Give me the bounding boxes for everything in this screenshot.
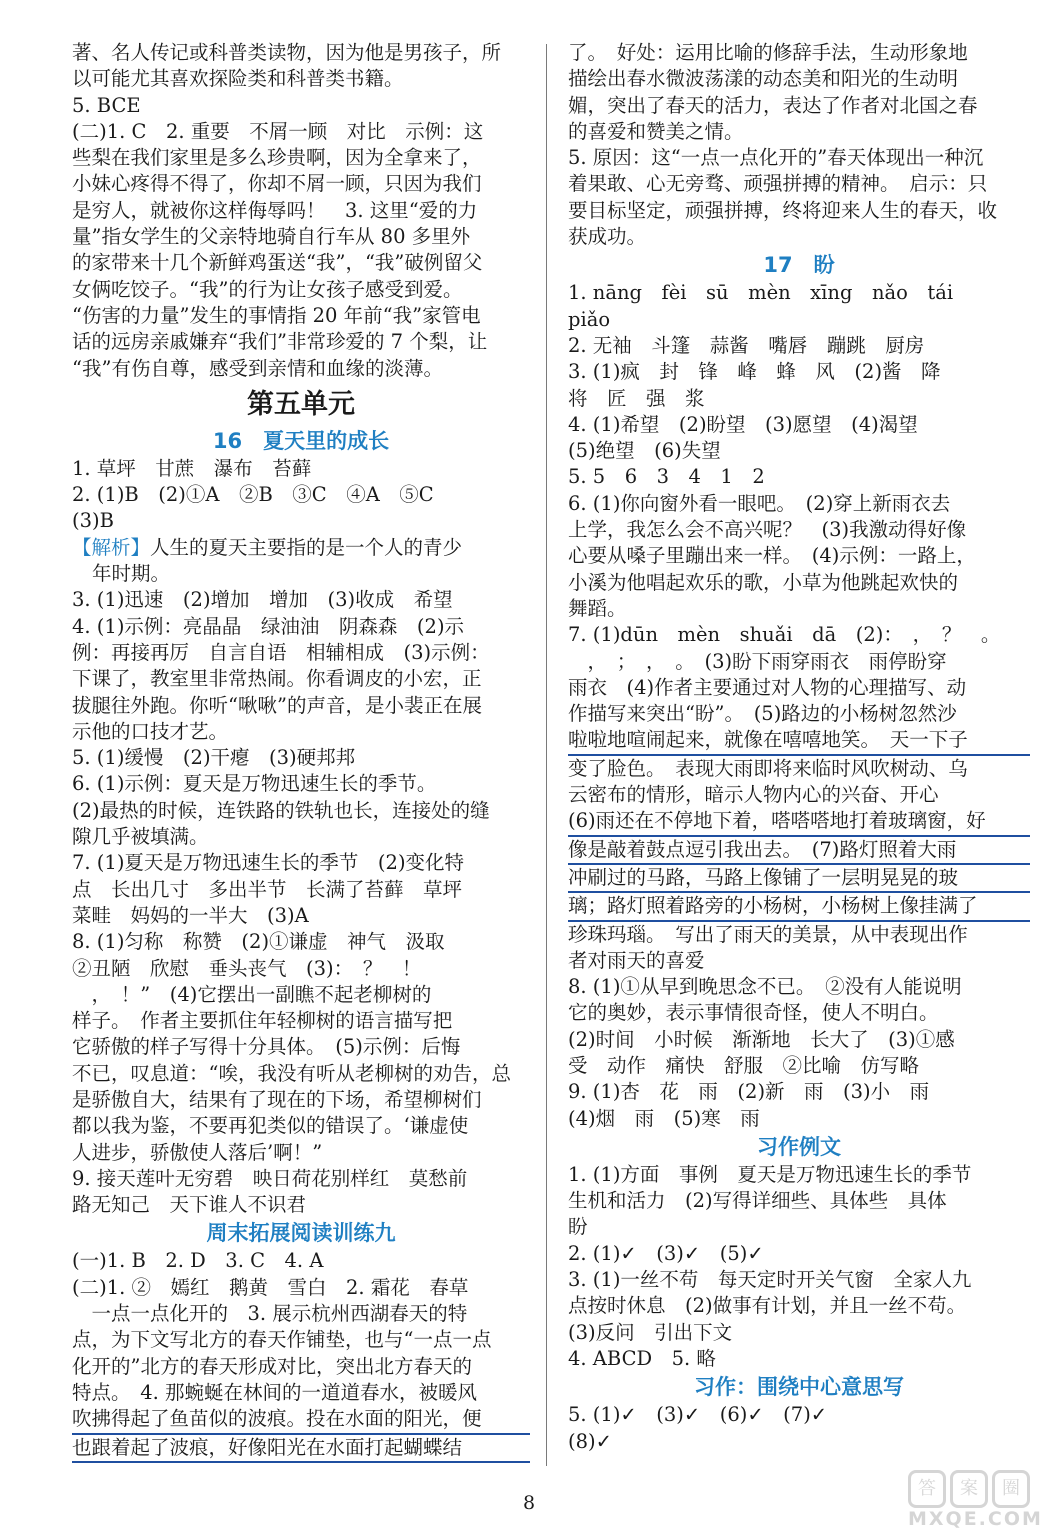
text-line: 了。 好处：运用比喻的修辞手法，生动形象地 [568,41,968,64]
text-line: 小妹心疼得不得了，你却不屑一顾，只因为我们 [72,172,482,196]
watermark-url: MXQE.COM [908,1508,1043,1530]
text-line: 着果敢、心无旁骛、顽强拼搏的精神。 启示：只 [568,172,988,196]
watermark-logo [900,1470,1050,1532]
text-line: 1. nāng fèi sū mèn xīng nǎo tái [568,281,954,305]
underlined-line: 璃；路灯照着路旁的小杨树，小杨树上像挂满了 [568,893,1030,921]
text-line: 菜畦 妈妈的一半大 (3)A [72,903,309,927]
text-line: 2. (1)✓ (3)✓ (5)✓ [568,1241,764,1265]
text-line: 2. 无袖 斗篷 蒜酱 嘴唇 蹦跳 厨房 [568,333,925,357]
text-line: 上学，我怎么会不高兴呢？ (3)我激动得好像 [568,518,967,542]
text-line: “我”有伤自尊，感受到亲情和血缘的淡薄。 [72,356,443,380]
text-line: 1. (1)方面 事例 夏天是万物迅速生长的季节 [568,1162,972,1186]
text-line: 下课了，教室里非常热闹。你看调皮的小宏，正 [72,667,482,691]
text-line: 人进步，骄傲使人落后’啊！” [72,1140,323,1164]
underlined-line: 也跟着起了波痕，好像阳光在水面打起蝴蝶结 [72,1435,530,1463]
text-line: 心要从嗓子里蹦出来一样。 (4)示例：一路上， [568,544,976,568]
text-line: (2)时间 小时候 渐渐地 长大了 (3)①感 [568,1027,955,1051]
text-line: 示他的口技才艺。 [72,719,229,743]
text-line: 些梨在我们家里是多么珍贵啊，因为全拿来了， [72,146,482,170]
text-line: 7. (1)夏天是万物迅速生长的季节 (2)变化特 [72,851,465,875]
text-line: 例：再接再厉 自言自语 相辅相成 (3)示例： [72,640,490,664]
text-line: ， ！” (4)它摆出一副瞧不起老柳树的 [72,982,432,1006]
text-line: 5. 原因：这“一点一点化开的”春天体现出一种沉 [568,146,984,170]
text-line: 3. (1)一丝不苟 每天定时开关气窗 全家人九 [568,1268,972,1292]
text-line: 以可能尤其喜欢探险类和科普类书籍。 [72,67,404,91]
text-line: 化开的”北方的春天形成对比，突出北方春天的 [72,1354,472,1378]
watermark-char: 圈 [992,1470,1030,1508]
text-line: 的喜爱和赞美之情。 [568,119,744,143]
example-essay-title: 习作例文 [757,1134,841,1159]
text-line: 5. BCE [72,93,141,117]
text-line: 女俩吃饺子。“我”的行为让女孩子感受到爱。 [72,277,463,301]
text-line: (二)1. C 2. 重要 不屑一顾 对比 示例：这 [72,119,484,143]
text-line: 盼 [568,1215,588,1239]
analysis-line: 年时期。 [92,562,171,586]
text-line: 5. (1)缓慢 (2)干瘪 (3)硬邦邦 [72,746,356,770]
weekend-reading-title: 周末拓展阅读训练九 [206,1221,396,1246]
text-line: 3. (1)疯 封 锋 峰 蜂 风 (2)酱 降 [568,360,941,384]
text-line: 9. (1)杏 花 雨 (2)新 雨 (3)小 雨 [568,1080,930,1104]
right-column [568,40,1030,1455]
text-line: 著、名人传记或科普类读物，因为他是男孩子，所 [72,41,502,64]
underlined-line: 吹拂得起了鱼苗似的波痕。投在水面的阳光，便 [72,1406,530,1434]
unit-title: 第五单元 [247,388,355,420]
text-line: 6. (1)示例：夏天是万物迅速生长的季节。 [72,772,437,796]
column-divider [546,44,547,1466]
text-line: 5. (1)✓ (3)✓ (6)✓ (7)✓ [568,1403,828,1427]
text-line: 不已，叹息道：“唉，我没有听从老柳树的劝告，总 [72,1061,511,1085]
text-line: 特点。 4. 那蜿蜒在林间的一道道春水，被暖风 [72,1380,478,1404]
text-line: 话的远房亲戚嫌弃“我们”非常珍爱的 7 个梨，让 [72,330,488,354]
text-line: (4)烟 雨 (5)寒 雨 [568,1106,760,1130]
underlined-line: 啦啦地喧闹起来，就像在嘻嘻地笑。 天一下子 [568,727,1030,755]
text-line: 变了脸色。 表现大雨即将来临时风吹树动、乌 [568,756,968,780]
text-line: 3. (1)迅速 (2)增加 增加 (3)收成 希望 [72,588,453,612]
writing-title: 习作：围绕中心意思写 [694,1375,904,1400]
text-line: 5. 5 6 3 4 1 2 [568,465,765,489]
text-line: 珍珠玛瑙。 写出了雨天的美景，从中表现出作 [568,922,968,946]
text-line: 都以我为鉴，不要再犯类似的错误了。‘谦虚使 [72,1114,469,1138]
text-line: (8)✓ [568,1429,612,1453]
text-line: 作描写来突出“盼”。 (5)路边的小杨树忽然沙 [568,702,957,726]
text-line: 4. (1)希望 (2)盼望 (3)愿望 (4)渴望 [568,412,918,436]
text-line: 描绘出春水微波荡漾的动态美和阳光的生动明 [568,67,959,91]
text-line: 8. (1)匀称 称赞 (2)①谦虚 神气 汲取 [72,930,445,954]
text-line: 点，为下文写北方的春天作铺垫，也与“一点一点 [72,1328,492,1352]
section-16-title: 16 夏天里的成长 [212,428,390,453]
analysis-tag: 【解析】 [72,535,151,559]
text-line: 雨衣 (4)作者主要通过对人物的心理描写、动 [568,675,967,699]
text-line: 小溪为他唱起欢乐的歌，小草为他跳起欢快的 [568,570,959,594]
text-line: 是穷人，就被你这样侮辱吗！ 3. 这里“爱的力 [72,198,478,222]
text-line: 是骄傲自大，结果有了现在的下场，希望柳树们 [72,1087,482,1111]
text-line: 舞蹈。 [568,596,627,620]
text-line: (二)1. ② 嫣红 鹅黄 雪白 2. 霜花 春草 [72,1275,469,1299]
text-line: 获成功。 [568,225,647,249]
text-line: 将 匠 强 浆 [568,386,705,410]
text-line: 它骄傲的样子写得十分具体。 (5)示例：后悔 [72,1035,461,1059]
text-line: ②丑陋 欣慰 垂头丧气 (3)： ？ ！ [72,956,422,980]
text-line: (3)B [72,509,114,533]
text-line: 的家带来十几个新鲜鸡蛋送“我”，“我”破例留父 [72,251,483,275]
page-number: 8 [522,1492,536,1514]
text-line: (2)最热的时候，连铁路的铁轨也长，连接处的缝 [72,798,490,822]
text-line: 1. 草坪 甘蔗 瀑布 苔藓 [72,456,312,480]
underlined-line: 像是敲着鼓点逗引我出去。 (7)路灯照着大雨 [568,837,1030,865]
text-line: 生机和活力 (2)写得详细些、具体些 具体 [568,1189,947,1213]
text-line: 拔腿往外跑。你听“啾啾”的声音，是小裴正在展 [72,693,482,717]
text-line: 受 动作 痛快 舒服 ②比喻 仿写略 [568,1053,920,1077]
text-line: (一)1. B 2. D 3. C 4. A [72,1249,324,1273]
text-line: 者对雨天的喜爱 [568,948,705,972]
text-line: piǎo [568,307,611,331]
text-line: 要目标坚定，顽强拼搏，终将迎来人生的春天，收 [568,198,998,222]
text-line: 8. (1)①从早到晚思念不已。 ②没有人能说明 [568,975,962,999]
text-line: (3)反问 引出下文 [568,1320,733,1344]
text-line: 样子。 作者主要抓住年轻柳树的语言描写把 [72,1009,453,1033]
text-line: 2. (1)B (2)①A ②B ③C ④A ⑤C [72,483,434,507]
text-line: 路无知己 天下谁人不识君 [72,1193,307,1217]
text-line: 一点一点化开的 3. 展示杭州西湖春天的特 [72,1302,468,1326]
text-line: 云密布的情形，暗示人物内心的兴奋、开心 [568,783,939,807]
text-line: 点按时休息 (2)做事有计划，并且一丝不苟。 [568,1294,967,1318]
text-line: ， ； ， 。 (3)盼下雨穿雨衣 雨停盼穿 [568,649,947,673]
text-line: 量”指女学生的父亲特地骑自行车从 80 多里外 [72,225,471,249]
analysis-text: 人生的夏天主要指的是一个人的青少 [150,535,463,559]
text-line: 4. (1)示例：亮晶晶 绿油油 阴森森 (2)示 [72,614,465,638]
underlined-line: 冲刷过的马路，马路上像铺了一层明晃晃的玻 [568,865,1030,893]
text-line: 媚，突出了春天的活力，表达了作者对北国之春 [568,93,978,117]
text-line: 9. 接天莲叶无穷碧 映日荷花别样红 莫愁前 [72,1166,468,1190]
analysis-line [72,535,530,561]
text-line: 隙几乎被填满。 [72,825,209,849]
left-column [72,40,530,1463]
text-line: (5)绝望 (6)失望 [568,439,721,463]
underlined-line: (6)雨还在不停地下着，嗒嗒嗒地打着玻璃窗，好 [568,808,1030,836]
text-line: 点 长出几寸 多出半节 长满了苔藓 草坪 [72,877,463,901]
watermark-char: 答 [908,1470,946,1508]
text-line: “伤害的力量”发生的事情指 20 年前“我”家管电 [72,303,481,327]
section-17-title: 17 盼 [763,253,835,278]
text-line: 6. (1)你向窗外看一眼吧。 (2)穿上新雨衣去 [568,491,951,515]
watermark-char: 案 [950,1470,988,1508]
text-line: 它的奥妙，表示事情很奇怪，使人不明白。 [568,1001,939,1025]
text-line: 4. ABCD 5. 略 [568,1346,716,1370]
text-line: 7. (1)dūn mèn shuǎi dā (2)： ， ？ 。 [568,623,1001,647]
